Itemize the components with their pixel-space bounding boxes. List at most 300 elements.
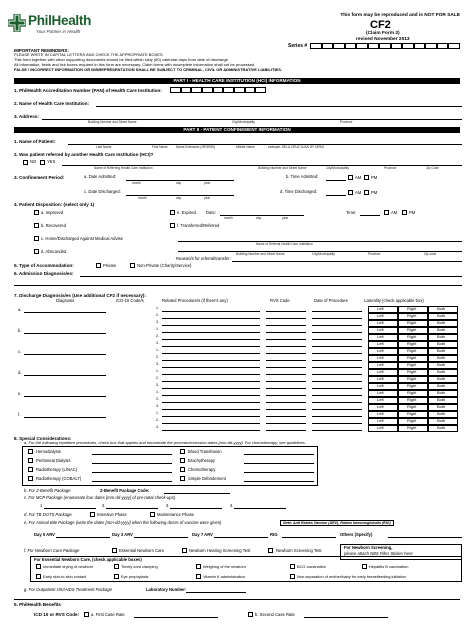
proc-field[interactable] <box>162 311 260 312</box>
laterality-label: Right <box>407 383 417 388</box>
essential-care-checkbox[interactable] <box>290 574 295 579</box>
referral-reasons-field[interactable] <box>232 261 462 262</box>
laterality-label: Left <box>377 320 384 325</box>
q8a-label: a. For the following repetitive procedures, check box that applies and enumerate the procedure/session dates [mm-dd-yyyy]. For chemotherapy, see guidelines. <box>24 440 306 445</box>
reminder-line-2: This form together with other supporting documents should be filed within sixty (60) calendar days from date of discharge. <box>14 57 229 62</box>
nb-screen-checkbox[interactable] <box>268 548 273 553</box>
name-sub-middle: Middle Name <box>236 145 255 149</box>
repetitive-proc-label: Radiotherapy (LINAC) <box>36 467 78 472</box>
accom-private-label: Private <box>103 263 117 268</box>
philhealth-cross-icon <box>8 14 26 32</box>
laterality-label: Left <box>377 411 384 416</box>
name-sub-first: First Name <box>152 145 168 149</box>
ref-sub-city: City/Municipality <box>326 166 350 170</box>
repetitive-proc-checkbox[interactable] <box>28 449 33 454</box>
dx-row-letter: c. <box>18 349 22 354</box>
dx-row-letter: f. <box>18 412 21 417</box>
mcp-label: c. For MCP Package (enumerate four dates [mm-dd-yyyy] of pre-natal check-ups) <box>24 495 176 500</box>
part1-q1-label: 1. PhilHealth Accreditation Number (PAN) of Health Care Institution: <box>14 88 162 93</box>
referred-yes-label: YES <box>47 159 56 164</box>
laterality-label: Left <box>377 404 384 409</box>
rvs-field[interactable] <box>266 318 306 319</box>
ref-sub-name: Name of Referring Health Care Institution <box>94 166 153 170</box>
proc-field[interactable] <box>162 339 260 340</box>
laterality-label: Right <box>407 348 417 353</box>
laterality-label: Left <box>377 327 384 332</box>
part2-q6-label: 6. Admission Diagnosis/es: <box>14 271 74 276</box>
second-case-checkbox[interactable] <box>248 612 253 617</box>
repetitive-proc-label: Peritoneal Dialysis <box>36 458 71 463</box>
repetitive-proc-label: Blood Transfusion <box>188 449 222 454</box>
second-case-label: b. Second Case Rate <box>255 612 295 617</box>
time-admitted-am-checkbox[interactable] <box>348 175 353 180</box>
mcp-date-3[interactable] <box>170 508 222 509</box>
outpatient-label: g. For Outpatient HIV/AIDS Treatment Package <box>24 587 112 592</box>
disp-transferred-label: f. Transferred/Referred <box>177 223 220 228</box>
proc-number: 3. <box>156 320 159 324</box>
essential-care-checkbox[interactable] <box>36 574 41 579</box>
disp-home-against-label: c. Home/Discharged Against Medical Advise <box>41 236 123 241</box>
laterality-label: Left <box>377 418 384 423</box>
proc-field[interactable] <box>162 374 260 375</box>
proc-date-field[interactable] <box>312 360 362 361</box>
proc-date-field[interactable] <box>312 353 362 354</box>
repetitive-proc-dates[interactable] <box>92 454 172 455</box>
essential-care-label: Eye prophylaxis <box>121 574 149 579</box>
proc-date-field[interactable] <box>312 430 362 431</box>
ex-am: AM <box>391 210 398 215</box>
repetitive-proc-label: Simple Debridement <box>188 476 226 481</box>
part2-q1-label: 1. Name of Patient: <box>14 139 56 144</box>
rvs-field[interactable] <box>266 388 306 389</box>
tr-sub-street: Building Number and Street Name <box>236 252 285 256</box>
laterality-label: Left <box>377 348 384 353</box>
essential-newborn-checkbox[interactable] <box>112 548 117 553</box>
proc-date-field[interactable] <box>312 332 362 333</box>
repetitive-proc-checkbox[interactable] <box>180 467 185 472</box>
philhealth-logo <box>8 12 128 38</box>
date-admitted-label: a. Date Admitted: <box>84 174 117 179</box>
repetitive-proc-dates[interactable] <box>244 454 314 455</box>
part1-header: PART I - HEALTH CARE INSTITUTION (HCI) INFORMATION <box>14 78 460 84</box>
repetitive-proc-checkbox[interactable] <box>28 458 33 463</box>
brand-name: PhilHealth <box>28 13 92 28</box>
proc-date-field[interactable] <box>312 423 362 424</box>
rvs-field[interactable] <box>266 423 306 424</box>
time-discharged-field[interactable] <box>326 195 346 196</box>
laterality-label: Both <box>437 369 446 374</box>
disp-improved-checkbox[interactable] <box>34 210 39 215</box>
proc-date-field[interactable] <box>312 409 362 410</box>
repetitive-proc-checkbox[interactable] <box>28 476 33 481</box>
essential-care-label: Hepatitis B vaccination <box>369 564 409 569</box>
ref-sub-province: Province <box>384 166 397 170</box>
addr-sub-street: Building Number and Street Name <box>88 120 137 124</box>
da-year: year <box>204 181 211 185</box>
laterality-label: Both <box>437 376 446 381</box>
time-admitted-label: b. Time Admitted: <box>286 174 319 179</box>
dx-header-rvs: RVS Code <box>270 298 290 303</box>
dose-day7-field[interactable] <box>214 537 268 538</box>
laterality-label: Right <box>407 362 417 367</box>
proc-field[interactable] <box>162 353 260 354</box>
rvs-field[interactable] <box>266 325 306 326</box>
rvs-field[interactable] <box>266 332 306 333</box>
laterality-label: Right <box>407 320 417 325</box>
expired-am-checkbox[interactable] <box>384 210 389 215</box>
repetitive-proc-dates[interactable] <box>244 472 314 473</box>
laterality-label: Both <box>437 334 446 339</box>
proc-field[interactable] <box>162 416 260 417</box>
laterality-label: Right <box>407 376 417 381</box>
zbenefit-code-label: Z-Benefit Package Code: <box>100 488 150 493</box>
da-day: day <box>176 181 182 185</box>
disp-expired-checkbox[interactable] <box>170 210 175 215</box>
essential-care-label: Timely cord clamping <box>121 564 158 569</box>
proc-number: 2. <box>156 397 159 401</box>
laterality-label: Both <box>437 411 446 416</box>
essential-care-checkbox[interactable] <box>114 564 119 569</box>
essential-care-checkbox[interactable] <box>362 564 367 569</box>
laterality-label: Right <box>407 341 417 346</box>
repetitive-proc-dates[interactable] <box>92 472 172 473</box>
repetitive-proc-dates[interactable] <box>244 481 314 482</box>
admission-diagnosis-field-2[interactable] <box>14 285 462 286</box>
part1-q2-label: 2. Name of Health Care Institution: <box>14 101 90 106</box>
addr-sub-city: City/Municipality <box>232 120 256 124</box>
disp-absconded-checkbox[interactable] <box>34 249 39 254</box>
proc-field[interactable] <box>162 381 260 382</box>
repetitive-proc-label: Radiotherapy (COBALT) <box>36 476 82 481</box>
dx-header-date: Date of Procedure <box>314 298 348 303</box>
dose-rig: RIG <box>270 532 278 537</box>
laterality-label: Right <box>407 418 417 423</box>
time-discharged-am-checkbox[interactable] <box>348 190 353 195</box>
rvs-field[interactable] <box>266 430 306 431</box>
laterality-label: Both <box>437 362 446 367</box>
laterality-label: Left <box>377 355 384 360</box>
hearing-test-checkbox[interactable] <box>182 548 187 553</box>
rvs-field[interactable] <box>266 395 306 396</box>
proc-date-field[interactable] <box>312 346 362 347</box>
repetitive-proc-dates[interactable] <box>92 481 172 482</box>
proc-date-field[interactable] <box>312 311 362 312</box>
laterality-label: Both <box>437 313 446 318</box>
rvs-field[interactable] <box>266 416 306 417</box>
proc-field[interactable] <box>162 402 260 403</box>
first-case-checkbox[interactable] <box>84 612 89 617</box>
reminder-line-3: All information, fields and tick boxes required in this form are necessary. Claim forms with incomplete information shall not be processed. <box>14 62 256 67</box>
hci-name-field[interactable] <box>96 106 462 107</box>
essential-care-checkbox[interactable] <box>114 574 119 579</box>
proc-date-field[interactable] <box>312 367 362 368</box>
repetitive-proc-checkbox[interactable] <box>180 476 185 481</box>
disp-recovered-checkbox[interactable] <box>34 223 39 228</box>
td-am: AM <box>355 190 362 195</box>
ess-check-label: For Essential Newborn Care, (check applicable boxes) <box>34 557 142 562</box>
dx-row-letter: e. <box>18 391 22 396</box>
proc-number: 2. <box>156 334 159 338</box>
lab-number-label: Laboratory Number: <box>146 587 187 592</box>
lab-number-field[interactable] <box>186 592 246 593</box>
repetitive-proc-label: Chemotherapy <box>188 467 216 472</box>
proc-number: 2. <box>156 313 159 317</box>
pan-input-boxes[interactable] <box>170 87 266 93</box>
proc-number: 1. <box>156 348 159 352</box>
time-discharged-pm-checkbox[interactable] <box>364 190 369 195</box>
proc-date-field[interactable] <box>312 339 362 340</box>
proc-field[interactable] <box>162 318 260 319</box>
laterality-label: Right <box>407 313 417 318</box>
maintenance-label: Maintenance Phase <box>157 512 195 517</box>
proc-date-field[interactable] <box>312 318 362 319</box>
tr-sub-name: Name of Referral Health Care Institution <box>256 242 313 246</box>
animal-bite-label: e. For Animal Bite Package (write the dates [mm-dd-yyyy] when the following doses of vaccine were given) <box>24 520 222 525</box>
newborn-label: f. For Newborn Care Package <box>24 548 80 553</box>
repetitive-proc-checkbox[interactable] <box>180 458 185 463</box>
patient-name-field[interactable] <box>68 144 462 145</box>
repetitive-proc-label: Hemodialysis <box>36 449 61 454</box>
reproduction-notice: This form may be reproduced and is NOT FOR SALE <box>340 13 460 18</box>
dose-day3: Day 3 ARV <box>112 532 133 537</box>
ed-month: month <box>224 216 233 220</box>
laterality-label: Both <box>437 341 446 346</box>
rvs-field[interactable] <box>266 346 306 347</box>
proc-date-field[interactable] <box>312 388 362 389</box>
reminder-line-4: FALSE / INCORRECT INFORMATION OR MISREPRESENTATION SHALL BE SUBJECT TO CRIMINAL, CIVIL OR ADMINISTRATIVE LIABILITIES. <box>14 67 283 72</box>
time-admitted-field[interactable] <box>326 180 346 181</box>
brand-tagline: Your Partner in Health <box>36 29 81 34</box>
rvs-field[interactable] <box>266 353 306 354</box>
laterality-label: Right <box>407 327 417 332</box>
laterality-label: Right <box>407 411 417 416</box>
td-pm: PM <box>371 190 378 195</box>
part1-q3-label: 3. Address: <box>14 114 39 119</box>
proc-date-field[interactable] <box>312 402 362 403</box>
mcp-date-2[interactable] <box>106 508 158 509</box>
proc-date-field[interactable] <box>312 325 362 326</box>
essential-nb-label: Essential Newborn Care <box>119 548 165 553</box>
dose-day0-field[interactable] <box>56 537 110 538</box>
form-code: CF2 <box>370 19 391 31</box>
dx-header-laterality: Laterality (check applicable box) <box>364 298 424 303</box>
part2-q5-label: 5. Type of Accommodation: <box>14 263 74 268</box>
laterality-label: Right <box>407 425 417 430</box>
laterality-label: Both <box>437 390 446 395</box>
proc-number: 3. <box>156 383 159 387</box>
time-discharged-label: d. Time Discharged: <box>280 189 318 194</box>
rvs-field[interactable] <box>266 339 306 340</box>
proc-field[interactable] <box>162 430 260 431</box>
rvs-field[interactable] <box>266 402 306 403</box>
expired-time-label: Time: <box>346 210 357 215</box>
proc-date-field[interactable] <box>312 381 362 382</box>
proc-number: 3. <box>156 404 159 408</box>
part2-q2-label: 2. Was patient referred by another Health Care Institution (HCI)? <box>14 152 154 157</box>
proc-field[interactable] <box>162 409 260 410</box>
essential-care-checkbox[interactable] <box>196 564 201 569</box>
first-case-field[interactable] <box>134 617 218 618</box>
dx-diagnosis-field[interactable] <box>24 333 106 334</box>
proc-number: 2. <box>156 418 159 422</box>
laterality-label: Left <box>377 390 384 395</box>
essential-care-label: Immediate drying of newborn <box>43 564 94 569</box>
rvs-field[interactable] <box>266 409 306 410</box>
dose-day3-field[interactable] <box>134 537 188 538</box>
laterality-label: Both <box>437 355 446 360</box>
proc-field[interactable] <box>162 367 260 368</box>
laterality-label: Left <box>377 397 384 402</box>
proc-number: 1. <box>156 390 159 394</box>
mcp-num-4: 4 <box>230 503 233 508</box>
disp-transferred-checkbox[interactable] <box>170 223 175 228</box>
proc-field[interactable] <box>162 360 260 361</box>
addr-sub-province: Province <box>340 120 353 124</box>
intensive-phase-checkbox[interactable] <box>90 512 95 517</box>
accom-nonprivate-label: Non-Private (Charity/Service) <box>137 263 192 268</box>
essential-care-checkbox[interactable] <box>196 574 201 579</box>
proc-number: 2. <box>156 376 159 380</box>
admission-diagnosis-field-1[interactable] <box>80 276 462 277</box>
rvs-field[interactable] <box>266 381 306 382</box>
reminders-title: IMPORTANT REMINDERS: <box>14 48 69 53</box>
repetitive-proc-checkbox[interactable] <box>180 449 185 454</box>
accom-private-checkbox[interactable] <box>96 263 101 268</box>
disp-home-against-checkbox[interactable] <box>34 236 39 241</box>
mcp-num-2: 2 <box>102 503 105 508</box>
dx-diagnosis-field[interactable] <box>24 396 106 397</box>
repetitive-proc-dates[interactable] <box>92 463 172 464</box>
part2-q3-label: 3. Confinement Period: <box>14 175 65 180</box>
tr-sub-city: City/Municipality <box>312 252 336 256</box>
referred-yes-checkbox[interactable] <box>40 160 45 165</box>
tr-sub-zip: Zip code <box>424 252 437 256</box>
ta-am: AM <box>355 175 362 180</box>
laterality-label: Right <box>407 390 417 395</box>
dx-diagnosis-field[interactable] <box>24 312 106 313</box>
dd-month: month <box>138 196 147 200</box>
laterality-label: Both <box>437 383 446 388</box>
proc-number: 1. <box>156 411 159 415</box>
referred-no-checkbox[interactable] <box>23 160 28 165</box>
dx-row-letter: d. <box>18 370 22 375</box>
laterality-label: Right <box>407 404 417 409</box>
essential-care-checkbox[interactable] <box>36 564 41 569</box>
dx-header-proc: Related Procedure/s (if there's any) <box>162 298 228 303</box>
laterality-label: Left <box>377 369 384 374</box>
series-label: Series # <box>288 43 308 49</box>
rvs-field[interactable] <box>266 311 306 312</box>
zbenefit-code-field[interactable] <box>164 493 230 494</box>
expired-date-label: Date: <box>206 210 217 215</box>
proc-number: 1. <box>156 369 159 373</box>
dx-diagnosis-field[interactable] <box>24 375 106 376</box>
mcp-date-4[interactable] <box>234 508 286 509</box>
dx-diagnosis-field[interactable] <box>24 354 106 355</box>
tr-sub-province: Province <box>368 252 381 256</box>
proc-field[interactable] <box>162 325 260 326</box>
dose-others-field[interactable] <box>388 537 462 538</box>
mcp-date-1[interactable] <box>44 508 96 509</box>
tbdots-label: d. For TB DOTS Package <box>24 512 72 517</box>
ta-pm: PM <box>371 175 378 180</box>
essential-care-label: Weighing of the newborn <box>203 564 246 569</box>
proc-date-field[interactable] <box>312 395 362 396</box>
disp-expired-label: e. Expired. <box>177 210 198 215</box>
laterality-label: Left <box>377 341 384 346</box>
expired-pm-checkbox[interactable] <box>402 210 407 215</box>
part2-q7-label: 7. Discharge Diagnosis/es (Use additional CF2 if necessary): <box>14 293 146 298</box>
da-month: month <box>132 181 141 185</box>
laterality-label: Right <box>407 306 417 311</box>
series-number-boxes[interactable] <box>310 43 460 49</box>
proc-number: 3. <box>156 362 159 366</box>
disp-recovered-label: b. Recovered <box>41 223 66 228</box>
maintenance-phase-checkbox[interactable] <box>150 512 155 517</box>
essential-care-checkbox[interactable] <box>290 564 295 569</box>
dose-rig-field[interactable] <box>282 537 336 538</box>
laterality-label: Left <box>377 362 384 367</box>
proc-number: 1. <box>156 327 159 331</box>
proc-field[interactable] <box>162 388 260 389</box>
proc-number: 3. <box>156 425 159 429</box>
proc-date-field[interactable] <box>312 374 362 375</box>
dd-year: year <box>204 196 211 200</box>
dx-diagnosis-field[interactable] <box>24 417 106 418</box>
repetitive-proc-dates[interactable] <box>244 463 314 464</box>
proc-field[interactable] <box>162 423 260 424</box>
laterality-label: Both <box>437 418 446 423</box>
dx-header-diagnosis: Diagnosis <box>56 298 75 303</box>
laterality-label: Both <box>437 306 446 311</box>
accom-nonprivate-checkbox[interactable] <box>130 263 135 268</box>
zbenefit-label: b. For Z-Benefit Package <box>24 488 71 493</box>
ed-year: year <box>282 216 289 220</box>
rvs-field[interactable] <box>266 360 306 361</box>
laterality-label: Right <box>407 334 417 339</box>
mcp-num-1: 1 <box>40 503 43 508</box>
part2-q8-label: 8. Special Considerations: <box>14 436 72 441</box>
ref-sub-zip: Zip Code <box>426 166 439 170</box>
repetitive-proc-checkbox[interactable] <box>28 467 33 472</box>
proc-field[interactable] <box>162 332 260 333</box>
proc-field[interactable] <box>162 346 260 347</box>
laterality-label: Left <box>377 425 384 430</box>
second-case-field[interactable] <box>304 617 388 618</box>
nbs-note-1: For Newborn Screening, <box>344 545 393 550</box>
transfer-hci-field[interactable] <box>178 241 462 242</box>
repetitive-proc-label: Brachytherapy <box>188 458 215 463</box>
laterality-label: Both <box>437 397 446 402</box>
time-admitted-pm-checkbox[interactable] <box>364 175 369 180</box>
proc-date-field[interactable] <box>312 416 362 417</box>
icd-rvs-label: ICD 10 or RVS Code: <box>34 612 80 617</box>
rvs-field[interactable] <box>266 367 306 368</box>
hearing-test-label: Newborn Hearing Screening Test <box>189 548 251 553</box>
part2-header: PART II - PATIENT CONFINEMENT INFORMATION <box>14 127 460 133</box>
dx-header-icd: ICD-10 Code/s <box>116 298 144 303</box>
ref-sub-street: Building Number and Street Name <box>258 166 307 170</box>
referral-reasons-label: Reason/s for referral/transfer: <box>176 256 231 261</box>
expired-time-field[interactable] <box>360 215 380 216</box>
rvs-field[interactable] <box>266 374 306 375</box>
essential-care-label: Vitamin K administration <box>203 574 245 579</box>
laterality-label: Right <box>407 355 417 360</box>
proc-field[interactable] <box>162 395 260 396</box>
dose-day7: Day 7 ARV <box>192 532 213 537</box>
ex-pm: PM <box>409 210 416 215</box>
laterality-label: Left <box>377 383 384 388</box>
